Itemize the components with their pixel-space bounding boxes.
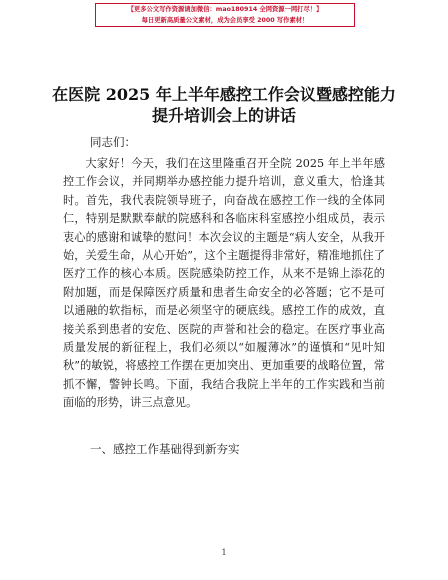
body-paragraph: 大家好！今天，我们在这里隆重召开全院 2025 年上半年感控工作会议，并同期举办感控能力提升培训，意义重大，恰逢其时。首先，我代表院领导班子，向奋战在感控工作一线的全体同仁，特别是默默奉献的院感科和各临床科室感控小组成员，表示衷心的感谢和诚挚的慰问！本次会议的主题是“病人安全，从我开始，关爱生命，从心开始”，这个主题提得非常好，精准地抓住了医疗工作的核心本质。医院感染防控工作，从来不是锦上添花的附加题，而是保障医疗质量和患者生命安全的必答题；它不是可以通融的软指标，而是必须坚守的硬底线。感控工作的成效，直接关系到患者的安危、医院的声誉和社会的稳定。在医疗事业高质量发展的新征程上，我们必须以“如履薄冰”的谨慎和“见叶知秋”的敏锐，将感控工作摆在更加突出、更加重要的战略位置，常抓不懈，警钟长鸣。下面，我结合我院上半年的工作实践和当前面临的形势，讲三点意见。	[63, 157, 385, 410]
title-line-1: 在医院 2025 年上半年感控工作会议暨感控能力	[52, 85, 396, 104]
promo-banner-line-1: 【更多公文写作资源请加微信：mao180914 全网资源一网打尽！】	[127, 6, 323, 13]
salutation: 同志们：	[90, 135, 136, 149]
body-text	[63, 155, 385, 413]
promo-banner	[95, 3, 355, 27]
page-number: 1	[221, 548, 227, 557]
document-title	[50, 84, 398, 126]
promo-banner-line-2: 每日更新高质量公文素材，成为会员享受 2000 写作素材！	[141, 17, 309, 24]
title-line-2: 提升培训会上的讲话	[151, 106, 296, 125]
section-heading: 一、感控工作基础得到新夯实	[90, 442, 240, 456]
